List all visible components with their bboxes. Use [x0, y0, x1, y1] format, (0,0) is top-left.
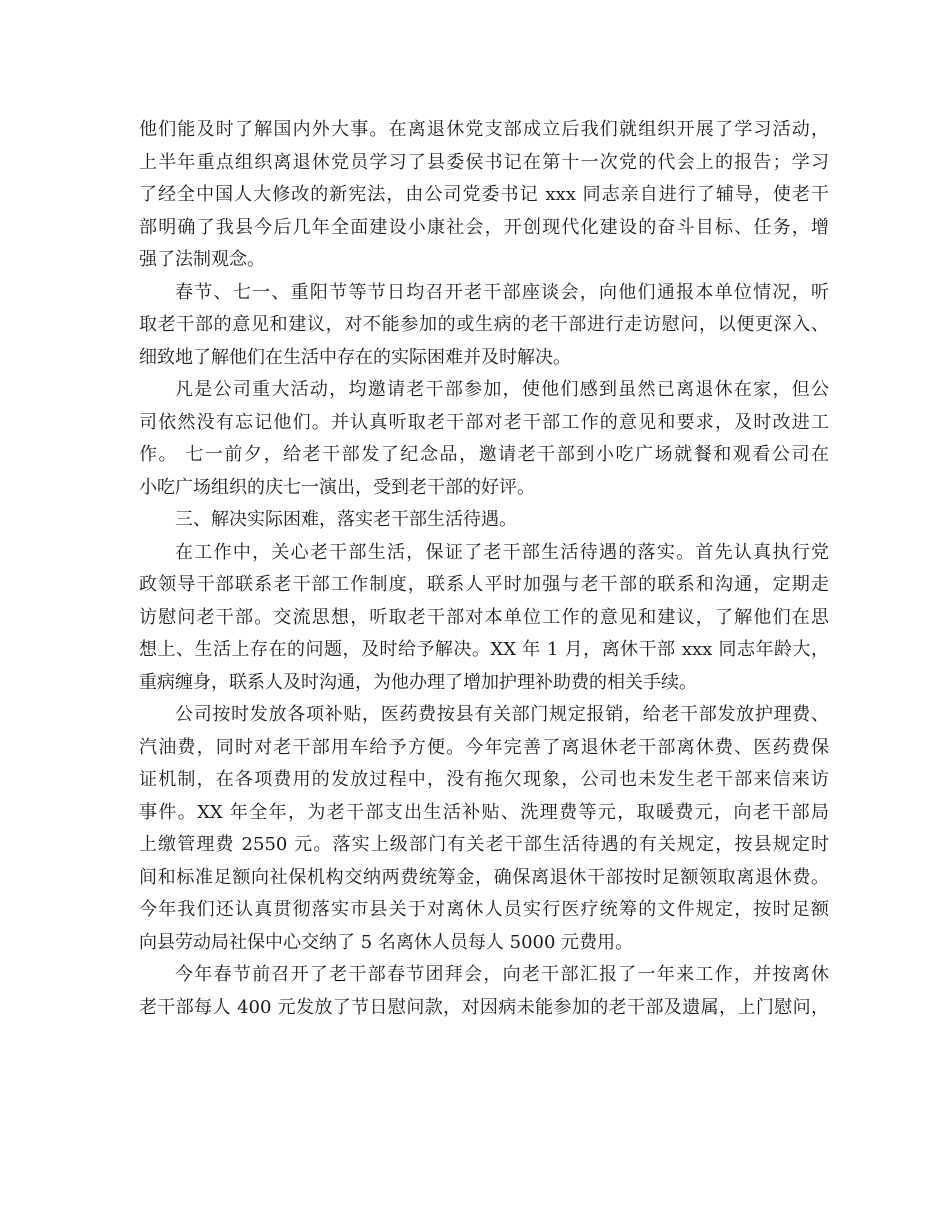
text-line: 上缴管理费 2550 元。落实上级部门有关老干部生活待遇的有关规定，按县规定时: [139, 834, 829, 855]
text-line: 凡是公司重大活动，均邀请老干部参加，使他们感到虽然已离退休在家，但公: [175, 379, 829, 400]
text-line: 今年我们还认真贯彻落实市县关于对离休人员实行医疗统筹的文件规定，按时足额: [139, 899, 829, 920]
text-line: 重病缠身，联系人及时沟通，为他办理了增加护理补助费的相关手续。: [139, 671, 697, 693]
text-line: 间和标准足额向社保机构交纳两费统筹金，确保离退休干部按时足额领取离退休费。: [139, 866, 829, 888]
text-line: 在工作中，关心老干部生活，保证了老干部生活待遇的落实。首先认真执行党: [175, 541, 829, 563]
text-line: 上半年重点组织离退休党员学习了县委侯书记在第十一次党的代会上的报告；学习: [139, 151, 829, 173]
text-line: 强了法制观念。: [139, 249, 265, 270]
text-line: 老干部每人 400 元发放了节日慰问款，对因病未能参加的老干部及遗属，上门慰问，: [139, 996, 829, 1018]
text-line: 春节、七一、重阳节等节日均召开老干部座谈会，向他们通报本单位情况，听: [175, 281, 829, 303]
text-line: 想上、生活上存在的问题，及时给予解决。XX 年 1 月，离休干部 xxx 同志年龄大，: [139, 639, 829, 660]
text-line: 政领导干部联系老干部工作制度，联系人平时加强与老干部的联系和沟通，定期走: [139, 574, 829, 595]
text-line: 了经全中国人大修改的新宪法，由公司党委书记 xxx 同志亲自进行了辅导，使老干: [139, 184, 829, 205]
text-line: 作。 七一前夕，给老干部发了纪念品，邀请老干部到小吃广场就餐和观看公司在: [139, 444, 829, 465]
text-line: 他们能及时了解国内外大事。在离退休党支部成立后我们就组织开展了学习活动，: [139, 119, 829, 140]
text-line: 小吃广场组织的庆七一演出，受到老干部的好评。: [139, 476, 535, 498]
text-line: 证机制，在各项费用的发放过程中，没有拖欠现象，公司也未发生老干部来信来访: [139, 769, 829, 790]
text-line: 细致地了解他们在生活中存在的实际困难并及时解决。: [139, 346, 571, 368]
text-line: 向县劳动局社保中心交纳了 5 名离休人员每人 5000 元费用。: [139, 931, 634, 953]
text-line: 今年春节前召开了老干部春节团拜会，向老干部汇报了一年来工作，并按离休: [175, 964, 829, 985]
text-line: 取老干部的意见和建议，对不能参加的或生病的老干部进行走访慰问，以便更深入、: [139, 314, 829, 335]
text-line: 部明确了我县今后几年全面建设小康社会，开创现代化建设的奋斗目标、任务，增: [139, 216, 829, 238]
text-line: 汽油费，同时对老干部用车给予方便。今年完善了离退休老干部离休费、医药费保: [139, 736, 829, 758]
text-line: 公司按时发放各项补贴，医药费按县有关部门规定报销，给老干部发放护理费、: [175, 704, 829, 725]
text-line: 访慰问老干部。交流思想，听取老干部对本单位工作的意见和建议，了解他们在思: [139, 606, 829, 628]
text-line: 司依然没有忘记他们。并认真听取老干部对老干部工作的意见和要求，及时改进工: [139, 411, 829, 433]
document-body: [139, 114, 829, 1024]
text-line: 三、解决实际困难，落实老干部生活待遇。: [175, 509, 517, 530]
text-line: 事件。XX 年全年，为老干部支出生活补贴、洗理费等元，取暖费元，向老干部局: [139, 801, 829, 823]
